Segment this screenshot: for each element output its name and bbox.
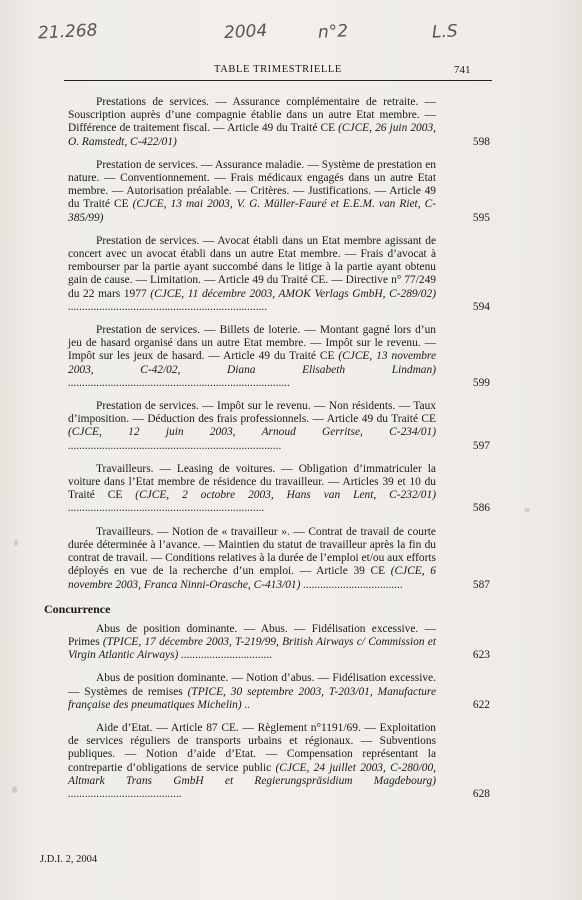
entry-reference: (CJCE, 2 octobre 2003, Hans van Lent, C-232/01) .....................................................................	[68, 489, 436, 515]
index-entry	[68, 400, 490, 453]
index-content	[44, 96, 490, 811]
running-head	[64, 64, 492, 81]
index-entry	[68, 324, 490, 390]
entry-reference: (CJCE, 6 novembre 2003, Franca Ninni-Orasche, C-413/01) ...................................	[68, 565, 436, 591]
entry-page-ref: 587	[472, 578, 490, 591]
journal-footer: J.D.I. 2, 2004	[40, 854, 98, 865]
entry-text: Travailleurs. — Leasing de voitures. — Obligation d’immatriculer la voiture dans l’Etat membre de résidence du travailleur. — Articles 39 et 10 du Traité CE	[68, 462, 436, 502]
entry-page-ref: 598	[472, 135, 490, 148]
handwritten-note: 2004	[223, 20, 268, 44]
scan-smudge	[12, 786, 17, 793]
handwritten-note: n°2	[317, 21, 349, 43]
entry-text: Prestation de services. — Billets de loterie. — Montant gagné lors d’un jeu de hasard organisé dans un autre Etat membre. — Impôt sur le revenu. — Impôt sur les jeux de hasard. — Article 49 du Traité CE	[68, 324, 436, 363]
entry-reference: (CJCE, 11 décembre 2003, AMOK Verlags GmbH, C-289/02) ......................................................................	[68, 287, 436, 313]
entry-reference: (CJCE, 24 juillet 2003, C-280/00, Altmark Trans GmbH et Regierungspräsidium Magdebourg) ........................................	[68, 761, 437, 800]
entry-reference: (CJCE, 12 juin 2003, Arnoud Gerritse, C-234/01) ...........................................................................	[68, 426, 436, 452]
section-heading: Concurrence	[44, 601, 111, 616]
entry-text: Abus de position dominante. — Abus. — Fidélisation excessive. — Primes	[68, 622, 436, 648]
scan-smudge	[14, 540, 18, 546]
entry-text: Prestation de services. — Impôt sur le revenu. — Non résidents. — Taux d’imposition. — Déduction des frais professionnels. — Article 49 du Traité CE	[68, 400, 436, 426]
handwritten-note: L.S	[431, 21, 459, 43]
entry-text: Prestation de services. — Avocat établi dans un Etat membre agissant de concert avec un avocat établi dans un autre Etat membre. — Frais d’avocat à rembourser par la partie ayant succombé dans le litige à la partie ayant obtenu gain de cause. — Limitation. — Article 49 du Traité CE. — Directive n° 77/249 du 22 mars 1977	[68, 234, 436, 300]
page-number: 741	[454, 64, 471, 76]
entry-page-ref: 597	[472, 439, 490, 452]
index-entry	[68, 96, 490, 149]
entry-page-ref: 623	[472, 649, 490, 662]
entry-text: Aide d’Etat. — Article 87 CE. — Règlement n°1191/69. — Exploitation de services réguliers de transports urbains et régionaux. — Subventions publiques. — Notion d’aide d’Etat. — Compensation représentant la contrepartie d’obligations de service public	[68, 721, 436, 774]
index-entry	[68, 672, 490, 712]
handwritten-note: 21.268	[37, 20, 98, 44]
entry-reference: (CJCE, 13 mai 2003, V. G. Müller-Fauré et E.E.M. van Riet, C-385/99)	[68, 198, 436, 224]
index-entry	[68, 525, 490, 592]
index-entry	[68, 462, 490, 516]
entry-page-ref: 594	[472, 300, 490, 313]
entry-page-ref: 628	[472, 787, 490, 800]
entry-page-ref: 622	[472, 698, 490, 711]
running-head-title: TABLE TRIMESTRIELLE	[214, 64, 342, 75]
index-entry	[68, 234, 490, 314]
entry-text: Prestation de services. — Assurance maladie. — Système de prestation en nature. — Conventionnement. — Frais médicaux engagés dans un autre Etat membre. — Autorisation préalable. — Critères. — Justifications. — Article 49 du Traité CE	[68, 158, 436, 211]
scan-smudge	[524, 508, 530, 512]
entry-text: Abus de position dominante. — Notion d’abus. — Fidélisation excessive. — Systèmes de remises	[68, 672, 436, 698]
index-entry	[68, 721, 490, 801]
entry-reference: (TPICE, 17 décembre 2003, T-219/99, British Airways c/ Commission et Virgin Atlantic Airways) ................................	[68, 635, 436, 662]
entry-reference: (TPICE, 30 septembre 2003, T-203/01, Manufacture française des pneumatiques Michelin) ..	[68, 685, 436, 711]
entry-reference: (CJCE, 13 novembre 2003, C-42/02, Diana Elisabeth Lindman) ..............................................................................	[68, 350, 436, 389]
entry-page-ref: 586	[472, 502, 490, 515]
index-entry	[68, 158, 490, 225]
entry-reference: (CJCE, 26 juin 2003, O. Ramstedt, C-422/01)	[68, 122, 436, 148]
entry-page-ref: 595	[472, 211, 490, 224]
entry-text: Prestations de services. — Assurance complémentaire de retraite. — Souscription auprès d’une compagnie établie dans un autre Etat membre. — Différence de traitement fiscal. — Article 49 du Traité CE	[68, 96, 436, 135]
entry-text: Travailleurs. — Notion de « travailleur ». — Contrat de travail de courte durée déterminée à l’avance. — Maintien du statut de travailleur après la fin du contrat de travail. — Conditions relatives à la durée de l’emploi et/ou aux efforts déployés en vue de la recherche d’un emploi. — Article 39 CE	[68, 525, 436, 578]
index-entry	[68, 622, 490, 663]
entry-page-ref: 599	[472, 376, 490, 389]
